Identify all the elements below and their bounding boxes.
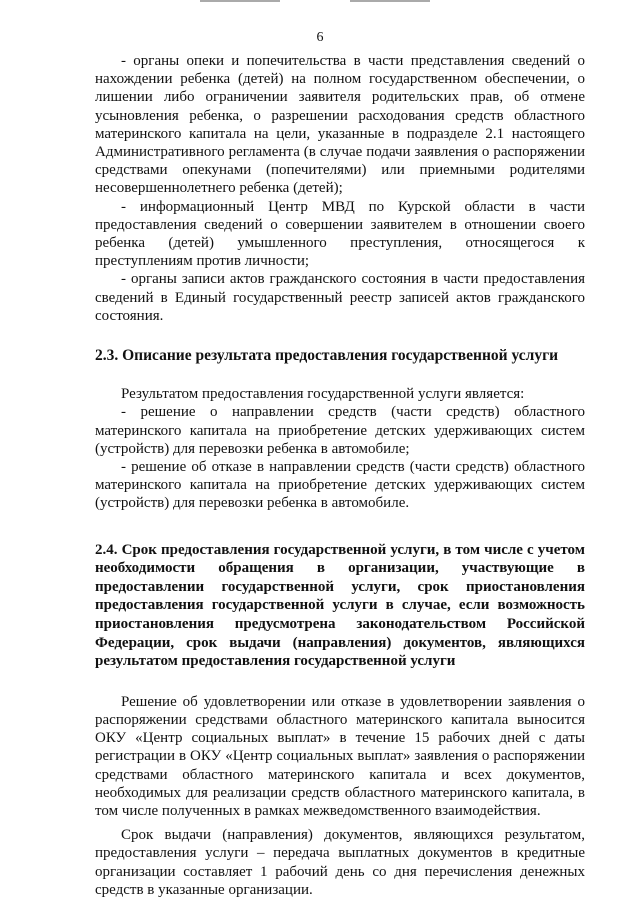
- section-2-3-lead: Результатом предоставления государственной услуги является:: [121, 386, 525, 403]
- result-item-refusal: - решение об отказе в направлении средств (части средств) областного материнского капитала на приобретение детских удерживающих систем (устройств) для перевозки ребенка в автомобиле.: [95, 459, 585, 512]
- page-number: 6: [316, 30, 324, 45]
- scan-top-edge: [150, 0, 490, 2]
- section-2-4-paragraph-decision: Решение об удовлетворении или отказе в удовлетворении заявления о распоряжении средствами областного материнского капитала выносится ОКУ «Центр социальных выплат» в течение 15 рабочих дней с даты регистрации в ОКУ «Центр социальных выплат» заявления о распоряжении средствами областного материнского капитала и всех документов, необходимых для реализации средств областного материнского капитала, в том числе полученных в рамках межведомственного взаимодействия.: [95, 693, 585, 820]
- list-item-registry: - органы записи актов гражданского состояния в части предоставления сведений в Единый государственный реестр записей актов гражданского состояния.: [95, 271, 585, 324]
- section-2-4-paragraph-issuance: Срок выдачи (направления) документов, являющихся результатом, предоставления услуги – передача выплатных документов в кредитные организации составляет 1 рабочий день со дня перечисления денежных средств в указанные организации.: [95, 827, 585, 898]
- section-heading-2-3: 2.3. Описание результата предоставления государственной услуги: [95, 347, 559, 365]
- result-item-approval: - решение о направлении средств (части средств) областного материнского капитала на приобретение детских удерживающих систем (устройств) для перевозки ребенка в автомобиле;: [95, 404, 585, 457]
- section-heading-2-4: 2.4. Срок предоставления государственной услуги, в том числе с учетом необходимости обращения в организации, участвующие в предоставлении государственной услуги, срок приостановления предоставления государственной услуги в случае, если возможность приостановления предусмотрена законодательством Российской Федерации, срок выдачи (направления) документов, являющихся результатом предоставления государственной услуги: [95, 541, 585, 670]
- list-item-guardianship: - органы опеки и попечительства в части представления сведений о нахождении ребенка (детей) на полном государственном обеспечении, о лишении либо ограничении заявителя родительских прав, об отмене усыновления ребенка, о разрешении расходования средств областного материнского капитала на цели, указанные в подразделе 2.1 настоящего Административного регламента (в случае подачи заявления о распоряжении средствами опекунами (попечителями) или приемными родителями несовершеннолетнего ребенка (детей);: [95, 53, 585, 197]
- list-item-mvd: - информационный Центр МВД по Курской области в части предоставления сведений о совершении заявителем в отношении своего ребенка (детей) умышленного преступления, относящегося к преступлениям против личности;: [95, 198, 585, 270]
- document-body: [95, 52, 585, 899]
